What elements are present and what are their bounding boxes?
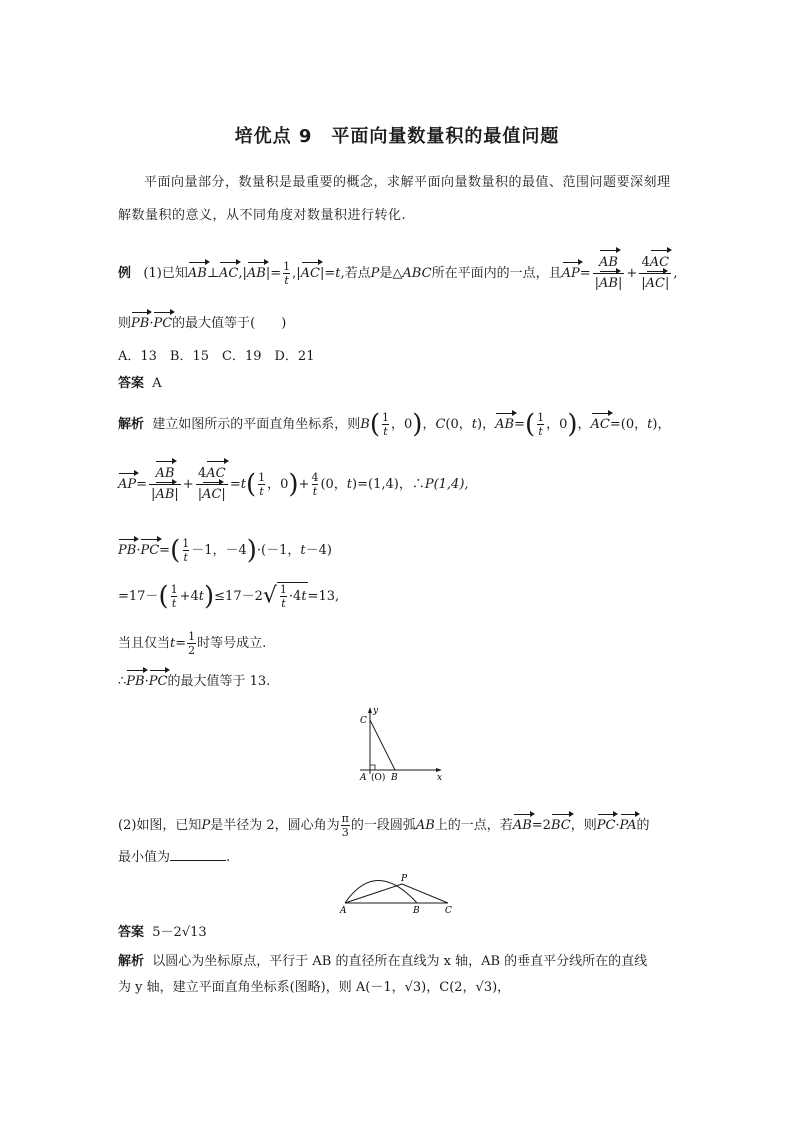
example-label: 例 xyxy=(118,266,132,281)
label-y: y xyxy=(373,706,379,716)
example1-analysis-line5: 当且仅当t= $\frac{1}{2}$ 时等号成立. xyxy=(118,630,267,657)
example1-question-line2: 则PB·PC的最大值等于( ) xyxy=(118,316,287,331)
example2-analysis-line2: 为 y 轴，建立平面直角坐标系(图略)，则 A(－1，√3)，C(2，√3)， xyxy=(118,980,511,995)
example2-answer: 答案 5－2√13 xyxy=(118,925,207,940)
page-title: 培优点 9 平面向量数量积的最值问题 xyxy=(234,126,560,147)
coordinate-figure-1 xyxy=(355,702,450,788)
example1-question-line1: 例 (1)已知AB⊥AC,|AB|= $\frac{1}{t}$ ,|AC|=t,若点P是△ABC所在平面内的一点，且AP= $\frac{AB}{|AB|}$ + $\frac{4AC}{|AC|}$ , xyxy=(118,253,678,294)
intro-paragraph: 平面向量部分，数量积是最重要的概念，求解平面向量数量积的最值、范围问题要深刻理解数量积的意义，从不同角度对数量积进行转化. xyxy=(118,175,671,223)
label-x: x xyxy=(437,773,443,783)
example1-analysis-line1: 解析 建立如图所示的平面直角坐标系，则B( $\frac{1}{t}$ ，0)，C(0，t)，AB=( $\frac{1}{t}$ ，0)，AC=(0，t)， xyxy=(118,409,671,440)
example1-analysis-line4: =17－( $\frac{1}{t}$ +4t)≤17－2√ $\frac{1}{t}$ ·4t=13, xyxy=(118,581,340,612)
label-b: B xyxy=(391,773,398,783)
label-a: A xyxy=(360,773,367,783)
label-c2: C xyxy=(445,906,452,916)
arc-figure-2 xyxy=(336,870,460,916)
answer-blank xyxy=(170,848,226,861)
example1-conclusion: ∴PB·PC的最大值等于 13. xyxy=(118,674,271,689)
example2-question-line1: (2)如图，已知P是半径为 2，圆心角为 $\frac{\pi}{3}$ 的一段圆弧AB上的一点，若AB=2BC，则PC·PA的 xyxy=(118,812,650,839)
label-c: C xyxy=(360,716,367,726)
example1-analysis-line3: PB·PC=( $\frac{1}{t}$ －1，－4)·(－1，t－4) xyxy=(118,535,332,566)
example1-analysis-line2: AP= $\frac{AB}{|AB|}$ + $\frac{4AC}{|AC|}$ =t( $\frac{1}{t}$ ，0)+ $\frac{4}{t}$ (0，t)=(1,4)，∴P(1,4), xyxy=(118,464,469,505)
example1-choices: A．13 B．15 C．19 D．21 xyxy=(118,349,315,364)
label-o: (O) xyxy=(371,773,386,783)
segment-pc xyxy=(402,884,448,903)
segment-cb xyxy=(370,720,395,770)
right-angle-mark xyxy=(370,765,375,770)
example2-question-line2: 最小值为 . xyxy=(118,850,231,865)
label-a2: A xyxy=(340,906,347,916)
label-b2: B xyxy=(413,906,420,916)
segment-pa xyxy=(345,884,402,903)
example1-answer: 答案 A xyxy=(118,376,162,391)
y-axis-arrow xyxy=(368,707,372,713)
x-axis-arrow xyxy=(436,768,442,772)
example2-analysis-line1: 解析 以圆心为坐标原点，平行于 AB 的直径所在直线为 x 轴，AB 的垂直平分线所在的直线 xyxy=(118,954,648,969)
label-p: P xyxy=(401,874,408,884)
